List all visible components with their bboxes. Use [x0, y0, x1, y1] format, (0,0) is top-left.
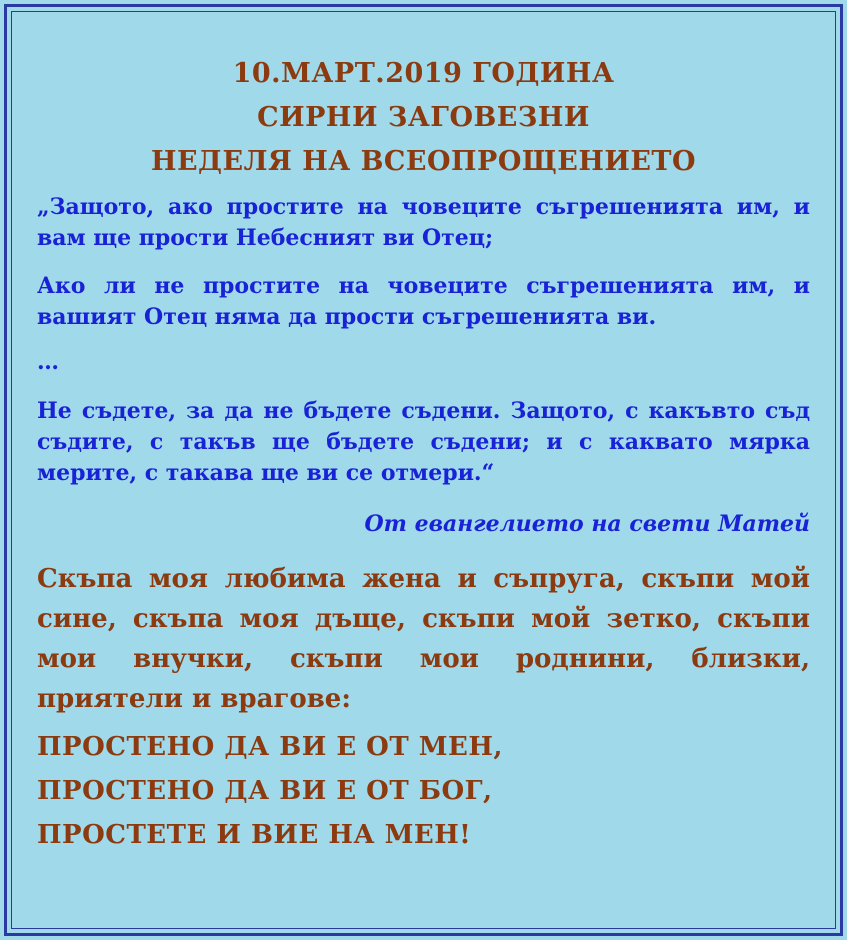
gospel-quote — [37, 192, 810, 489]
forgiveness-line: ПРОСТЕНО ДА ВИ Е ОТ МЕН, — [37, 732, 503, 762]
forgiveness-message — [37, 559, 810, 857]
forgiveness-line: ПРОСТЕТЕ И ВИЕ НА МЕН! — [37, 820, 472, 850]
document-content — [37, 52, 810, 857]
quote-attribution: От евангелието на свети Матей — [364, 511, 810, 537]
forgiveness-line: ПРОСТЕНО ДА ВИ Е ОТ БОГ, — [37, 776, 493, 806]
quote-paragraph: Не съдете, за да не бъдете съдени. Защото, с какъвто съд съдите, с такъв ще бъдете съдени; и с каквато мярка мерите, с такава ще ви се отмери.“ — [37, 398, 810, 486]
feast-heading: СИРНИ ЗАГОВЕЗНИ — [257, 102, 590, 133]
quote-paragraph: „Защото, ако простите на човеците съгрешенията им, и вам ще прости Небесният ви Отец; — [37, 194, 810, 251]
header-block — [37, 52, 810, 184]
quote-ellipsis: … — [37, 349, 59, 375]
greeting-paragraph: Скъпа моя любима жена и съпруга, скъпи мой сине, скъпа моя дъще, скъпи мой зетко, скъпи мои внучки, скъпи мои роднини, близки, приятели и врагове: — [37, 564, 810, 714]
date-heading: 10.МАРТ.2019 ГОДИНА — [232, 58, 615, 89]
sunday-heading: НЕДЕЛЯ НА ВСЕОПРОЩЕНИЕТО — [150, 146, 697, 177]
quote-paragraph: Ако ли не простите на човеците съгрешенията им, и вашият Отец няма да прости съгрешенията ви. — [37, 273, 810, 330]
